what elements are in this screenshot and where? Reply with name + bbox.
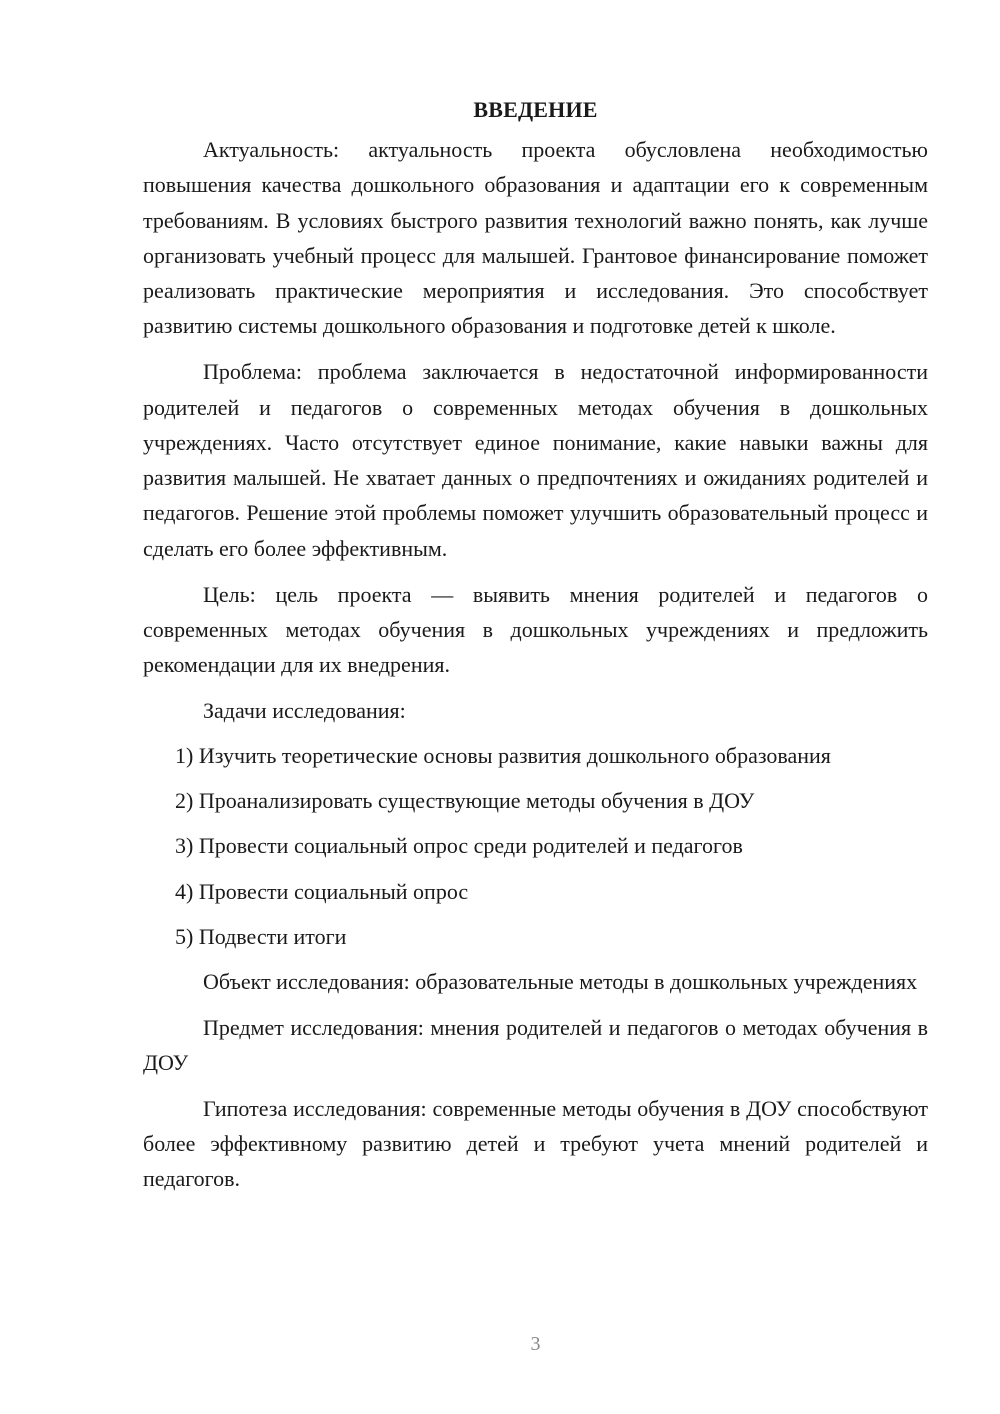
hypothesis-paragraph: Гипотеза исследования: современные методы обучения в ДОУ способствуют более эффективному развитию детей и требуют учета мнений родителей и педагогов. bbox=[143, 1095, 928, 1192]
object-paragraph: Объект исследования: образовательные методы в дошкольных учреждениях bbox=[203, 968, 918, 994]
task-item: 4) Провести социальный опрос bbox=[175, 878, 469, 904]
goal-paragraph: Цель: цель проекта — выявить мнения родителей и педагогов о современных методах обучения в дошкольных учреждениях и предложить рекомендации для их внедрения. bbox=[143, 581, 928, 678]
subject-paragraph: Предмет исследования: мнения родителей и педагогов о методах обучения в ДОУ bbox=[143, 1014, 928, 1075]
problem-paragraph: Проблема: проблема заключается в недостаточной информированности родителей и педагогов о современных методах обучения в дошкольных учреждениях. Часто отсутствует единое понимание, какие навыки важны для развития малышей. Не хватает данных о предпочтениях и ожиданиях родителей и педагогов. Решение этой проблемы поможет улучшить образовательный процесс и сделать его более эффективным. bbox=[143, 359, 928, 561]
tasks-heading: Задачи исследования: bbox=[203, 697, 406, 723]
document-page bbox=[143, 92, 928, 1207]
task-item: 1) Изучить теоретические основы развития дошкольного образования bbox=[175, 742, 831, 768]
task-item: 5) Подвести итоги bbox=[175, 923, 347, 949]
task-item: 2) Проанализировать существующие методы обучения в ДОУ bbox=[175, 788, 755, 814]
page-number: 3 bbox=[530, 1333, 541, 1355]
task-list bbox=[143, 738, 928, 954]
relevance-paragraph: Актуальность: актуальность проекта обусловлена необходимостью повышения качества дошкольного образования и адаптации его к современным требованиям. В условиях быстрого развития технологий важно понять, как лучше организовать учебный процесс для малышей. Грантовое финансирование поможет реализовать практические мероприятия и исследования. Это способствует развитию системы дошкольного образования и подготовке детей к школе. bbox=[143, 137, 928, 339]
section-title: ВВЕДЕНИЕ bbox=[473, 97, 598, 122]
task-item: 3) Провести социальный опрос среди родителей и педагогов bbox=[175, 833, 743, 859]
